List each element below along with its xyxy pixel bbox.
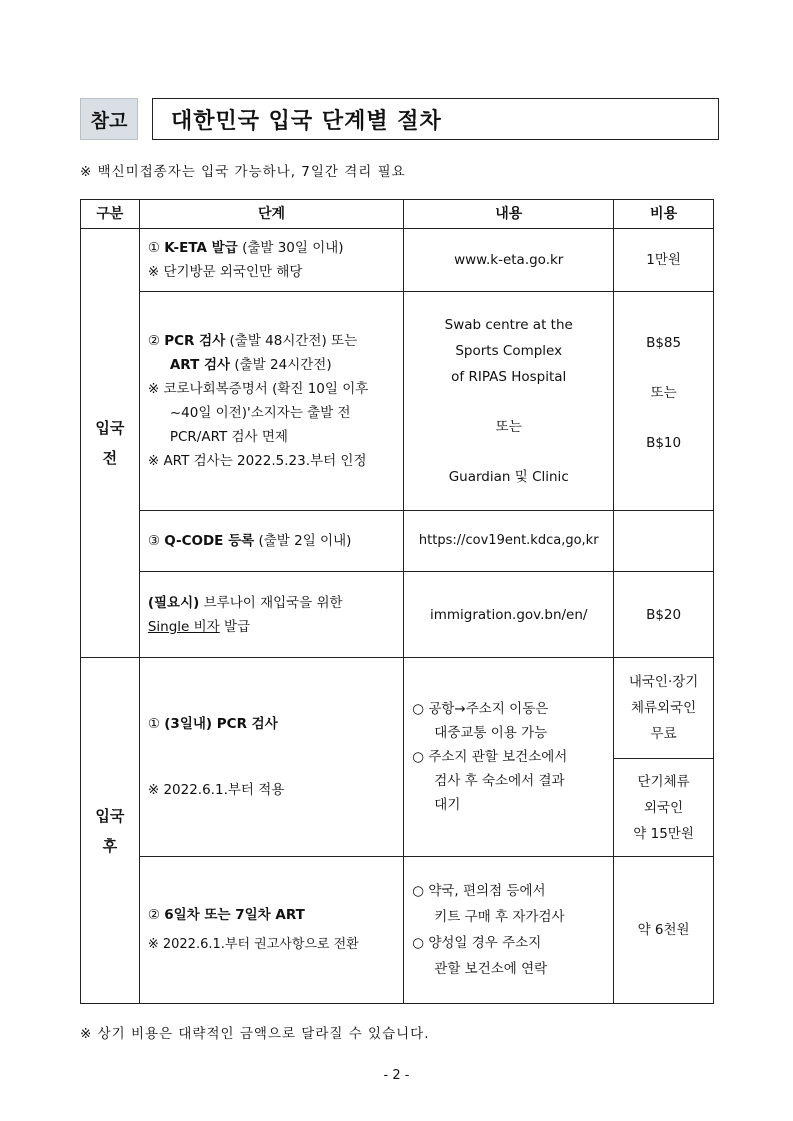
cost-pcr-art bbox=[614, 292, 714, 511]
step-detail: (출발 2일 이내) bbox=[258, 533, 352, 549]
cost-line: 약 15만원 bbox=[633, 825, 694, 842]
step-number: ① bbox=[147, 240, 160, 256]
stage-after-label-1: 입국 bbox=[95, 806, 125, 825]
content-visa: immigration.gov.bn/en/ bbox=[404, 572, 614, 658]
content-line: Guardian 및 Clinic bbox=[448, 469, 569, 485]
table-row bbox=[81, 572, 714, 658]
step-note: ※ 단기방문 외국인만 해당 bbox=[147, 264, 303, 280]
step-visa bbox=[139, 572, 403, 658]
cost-keta: 1만원 bbox=[614, 229, 714, 292]
bottom-note: ※ 상기 비용은 대략적인 금액으로 달라질 수 있습니다. bbox=[80, 1026, 430, 1042]
table-row bbox=[81, 511, 714, 572]
table-row bbox=[81, 229, 714, 292]
stage-before-label-2: 전 bbox=[102, 449, 118, 467]
content-line: 키트 구매 후 자가검사 bbox=[434, 909, 565, 925]
step-art-after bbox=[139, 857, 403, 1004]
stage-after-cell bbox=[81, 658, 140, 1004]
content-line: ○ 약국, 편의점 등에서 bbox=[412, 883, 546, 899]
header-category: 구분 bbox=[81, 200, 140, 229]
cost-line: 단기체류 bbox=[637, 773, 690, 790]
cost-short-term bbox=[614, 759, 714, 857]
cost-long-term bbox=[614, 658, 714, 759]
step-detail: 브루나이 재입국을 위한 bbox=[203, 594, 343, 611]
procedure-table bbox=[80, 199, 714, 1004]
step-pcr-art bbox=[139, 292, 403, 511]
stage-before-cell bbox=[81, 229, 140, 658]
step-title: PCR 검사 bbox=[164, 333, 226, 349]
step-title: ART 검사 bbox=[169, 357, 231, 373]
step-title: Q-CODE 등록 bbox=[164, 533, 255, 549]
step-pcr-after bbox=[139, 658, 403, 857]
step-note: ※ ART 검사는 2022.5.23.부터 인정 bbox=[147, 453, 367, 469]
step-detail: (출발 48시간전) 또는 bbox=[229, 333, 358, 349]
step-note: ~40일 이전)'소지자는 출발 전 bbox=[169, 405, 351, 421]
step-title: K-ETA 발급 bbox=[164, 240, 238, 256]
step-title: (필요시) bbox=[147, 594, 200, 611]
content-line: ○ 양성일 경우 주소지 bbox=[412, 935, 542, 951]
stage-before-label-1: 입국 bbox=[95, 419, 125, 437]
step-title: 6일차 또는 7일차 ART bbox=[164, 907, 305, 923]
reference-tag: 참고 bbox=[80, 98, 138, 140]
content-line: ○ 공항→주소지 이동은 bbox=[412, 701, 549, 717]
content-keta: www.k-eta.go.kr bbox=[404, 229, 614, 292]
page-title: 대한민국 입국 단계별 절차 bbox=[152, 98, 719, 140]
step-number: ① bbox=[147, 716, 160, 732]
header-cost: 비용 bbox=[614, 200, 714, 229]
step-qcode bbox=[139, 511, 403, 572]
step-number: ② bbox=[147, 333, 160, 349]
cost-line: B$10 bbox=[646, 435, 682, 451]
content-line: Swab centre at the bbox=[444, 317, 573, 333]
table-row bbox=[81, 292, 714, 511]
table-row bbox=[81, 857, 714, 1004]
content-line: ○ 주소지 관할 보건소에서 bbox=[412, 749, 568, 765]
step-number: ② bbox=[147, 907, 160, 923]
content-qcode: https://cov19ent.kdca,go,kr bbox=[404, 511, 614, 572]
content-pcr-after bbox=[404, 658, 614, 857]
step-detail: (출발 30일 이내) bbox=[242, 240, 344, 256]
content-line: 관할 보건소에 연락 bbox=[434, 961, 548, 977]
step-keta bbox=[139, 229, 403, 292]
header-step: 단계 bbox=[139, 200, 403, 229]
step-note: ※ 2022.6.1.부터 권고사항으로 전환 bbox=[147, 937, 359, 952]
cost-line: 또는 bbox=[650, 385, 677, 401]
stage-after-label-2: 후 bbox=[102, 836, 118, 855]
step-detail: (출발 24시간전) bbox=[234, 357, 332, 373]
cost-line: 외국인 bbox=[644, 799, 684, 816]
step-detail: 발급 bbox=[224, 618, 251, 635]
header-content: 내용 bbox=[404, 200, 614, 229]
cost-art-after: 약 6천원 bbox=[614, 857, 714, 1004]
cost-line: 내국인·장기 bbox=[628, 674, 699, 690]
content-art-after bbox=[404, 857, 614, 1004]
content-line: of RIPAS Hospital bbox=[451, 369, 567, 385]
content-line: 대중교통 이용 가능 bbox=[434, 725, 548, 741]
table-header-row bbox=[81, 200, 714, 229]
step-note: ※ 코로나회복증명서 (확진 10일 이후 bbox=[147, 381, 369, 397]
step-title: (3일내) PCR 검사 bbox=[164, 716, 278, 732]
table-row bbox=[81, 658, 714, 759]
page-number: - 2 - bbox=[383, 1068, 410, 1083]
cost-line: B$85 bbox=[646, 335, 682, 351]
cost-line: 체류외국인 bbox=[630, 700, 697, 716]
content-line: Sports Complex bbox=[455, 343, 563, 359]
cost-visa: B$20 bbox=[614, 572, 714, 658]
content-pcr-art bbox=[404, 292, 614, 511]
content-line: 또는 bbox=[495, 419, 522, 435]
cost-qcode bbox=[614, 511, 714, 572]
step-note: ※ 2022.6.1.부터 적용 bbox=[147, 782, 285, 798]
content-line: 검사 후 숙소에서 결과 bbox=[434, 773, 565, 789]
top-note: ※ 백신미접종자는 입국 가능하나, 7일간 격리 필요 bbox=[80, 164, 406, 180]
step-number: ③ bbox=[147, 533, 160, 549]
visa-type: Single 비자 bbox=[147, 618, 220, 635]
step-note: PCR/ART 검사 면제 bbox=[169, 429, 288, 445]
cost-line: 무료 bbox=[650, 726, 677, 742]
content-line: 대기 bbox=[434, 797, 461, 813]
